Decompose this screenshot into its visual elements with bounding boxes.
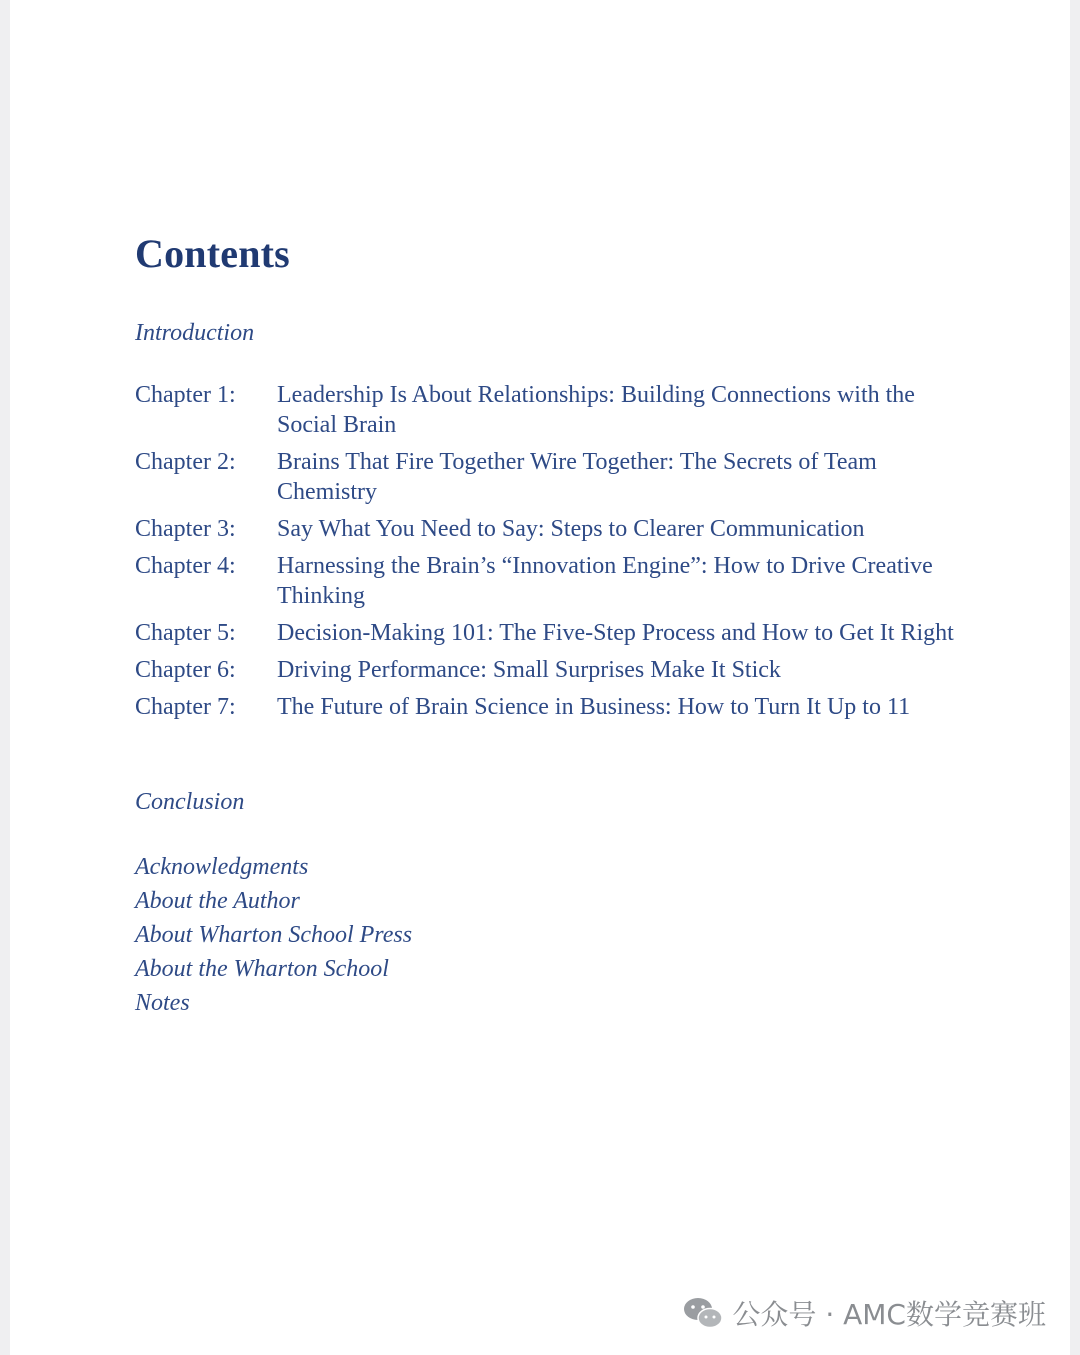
chapter-row-2: [135, 447, 965, 507]
toc-acknowledgments: Acknowledgments: [135, 854, 309, 880]
toc-conclusion: Conclusion: [135, 789, 245, 815]
chapter-label: Chapter 3:: [135, 516, 236, 542]
toc-about-school: About the Wharton School: [135, 956, 389, 982]
wechat-icon: [682, 1295, 724, 1331]
chapter-row-7: [135, 692, 965, 722]
end-matter-list: [135, 850, 412, 1020]
chapter-row-5: [135, 618, 965, 648]
chapter-label: Chapter 4:: [135, 553, 236, 579]
chapter-title: Leadership Is About Relationships: Building Connections with the Social Brain: [277, 382, 915, 438]
page-title: Contents: [135, 231, 290, 276]
chapter-row-6: [135, 655, 965, 685]
chapter-label: Chapter 6:: [135, 657, 236, 683]
chapter-row-4: [135, 551, 965, 611]
chapter-row-3: [135, 514, 965, 544]
chapter-title: Brains That Fire Together Wire Together: The Secrets of Team Chemistry: [277, 449, 877, 505]
chapter-list: [135, 380, 965, 729]
chapter-label: Chapter 2:: [135, 449, 236, 475]
toc-notes: Notes: [135, 990, 190, 1016]
book-page: [10, 0, 1070, 1355]
chapter-row-1: [135, 380, 965, 440]
toc-introduction: Introduction: [135, 320, 255, 346]
chapter-title: The Future of Brain Science in Business: How to Turn It Up to 11: [277, 694, 911, 720]
toc-about-author: About the Author: [135, 888, 300, 914]
watermark-text: 公众号 · AMC数学竞赛班: [732, 1298, 1046, 1331]
chapter-title: Say What You Need to Say: Steps to Clearer Communication: [277, 516, 865, 542]
chapter-label: Chapter 1:: [135, 382, 236, 408]
chapter-title: Decision-Making 101: The Five-Step Process and How to Get It Right: [277, 620, 954, 646]
chapter-title: Driving Performance: Small Surprises Make It Stick: [277, 657, 781, 683]
toc-about-press: About Wharton School Press: [135, 922, 413, 948]
chapter-label: Chapter 5:: [135, 620, 236, 646]
watermark: [682, 1293, 1046, 1333]
chapter-title: Harnessing the Brain’s “Innovation Engine”: How to Drive Creative Thinking: [277, 553, 933, 609]
chapter-label: Chapter 7:: [135, 694, 236, 720]
